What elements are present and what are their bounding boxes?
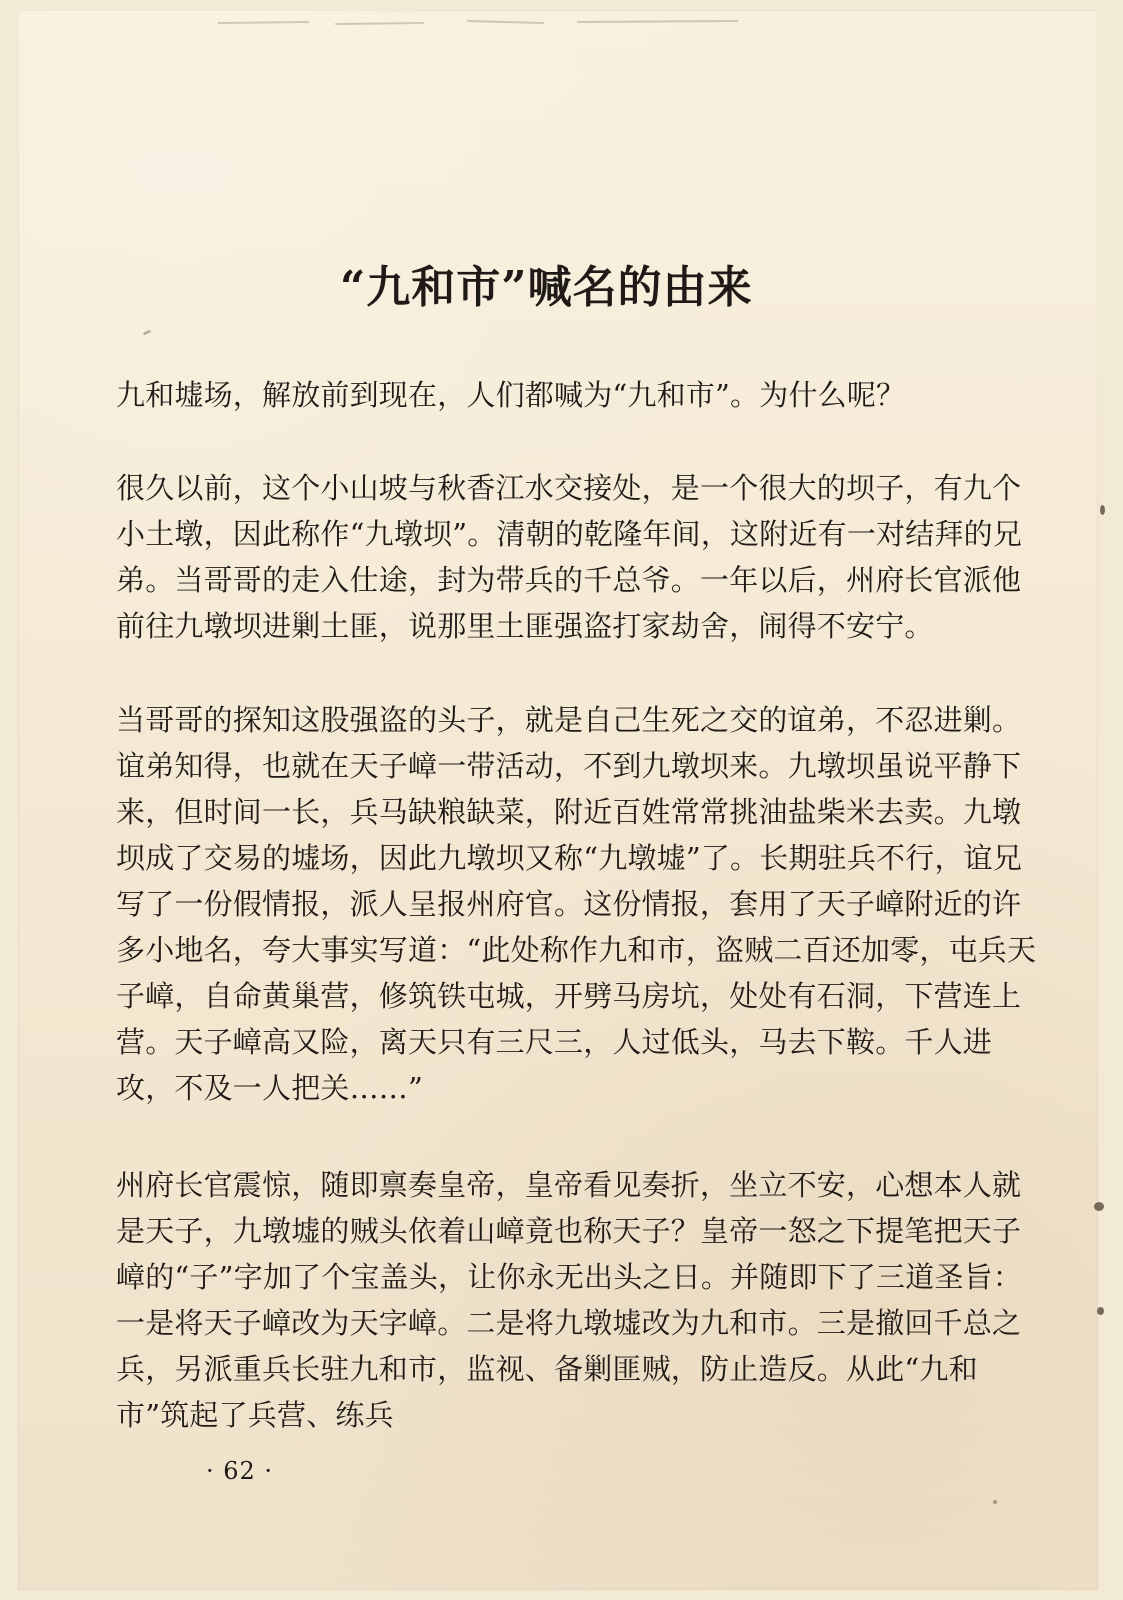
paragraph-1-text: 九和墟场，解放前到现在，人们都喊为“九和市”。为什么呢？	[116, 378, 906, 412]
page-title: “九和市”喊名的由来	[340, 262, 753, 313]
margin-ink-mark	[1097, 1307, 1104, 1315]
page-top-scratches	[218, 18, 738, 28]
paragraph-2-text: 很久以前，这个小山坡与秋香江水交接处，是一个很大的坝子，有九个小土墩，因此称作“九墩坝”。清朝的乾隆年间，这附近有一对结拜的兄弟。当哥哥的走入仕途，封为带兵的千总爷。一年以后，州府长官派他前往九墩坝进剿土匪，说那里土匪强盗打家劫舍，闹得不安宁。	[116, 471, 1023, 643]
ink-scratch-mark	[143, 329, 152, 335]
document-page	[18, 10, 1098, 1590]
paragraph-3	[116, 697, 1038, 1111]
paragraph-2	[116, 465, 1038, 649]
speck-mark	[993, 1500, 997, 1504]
paragraph-4-text: 州府长官震惊，随即禀奏皇帝，皇帝看见奏折，坐立不安，心想本人就是天子，九墩墟的贼头依着山嶂竟也称天子？皇帝一怒之下提笔把天子嶂的“子”字加了个宝盖头，让你永无出头之日。并随即下了三道圣旨：一是将天子嶂改为天字嶂。二是将九墩墟改为九和市。三是撤回千总之兵，另派重兵长驻九和市，监视、备剿匪贼，防止造反。从此“九和市”筑起了兵营、练兵	[116, 1168, 1023, 1432]
paragraph-3-text: 当哥哥的探知这股强盗的头子，就是自己生死之交的谊弟，不忍进剿。谊弟知得，也就在天子嶂一带活动，不到九墩坝来。九墩坝虽说平静下来，但时间一长，兵马缺粮缺菜，附近百姓常常挑油盐柴米去卖。九墩坝成了交易的墟场，因此九墩坝又称“九墩墟”了。长期驻兵不行，谊兄写了一份假情报，派人呈报州府官。这份情报，套用了天子嶂附近的许多小地名，夸大事实写道：“此处称作九和市，盗贼二百还加零，屯兵天子嶂，自命黄巢营，修筑铁屯城，开劈马房坑，处处有石洞，下营连上营。天子嶂高又险，离天只有三尺三，人过低头，马去下鞍。千人进攻，不及一人把关……”	[116, 703, 1037, 1105]
paragraph-1	[116, 372, 1038, 418]
margin-ink-mark	[1100, 505, 1105, 515]
paragraph-4	[116, 1162, 1038, 1438]
margin-ink-mark	[1094, 1202, 1104, 1211]
page-number: · 62 ·	[206, 1457, 274, 1485]
